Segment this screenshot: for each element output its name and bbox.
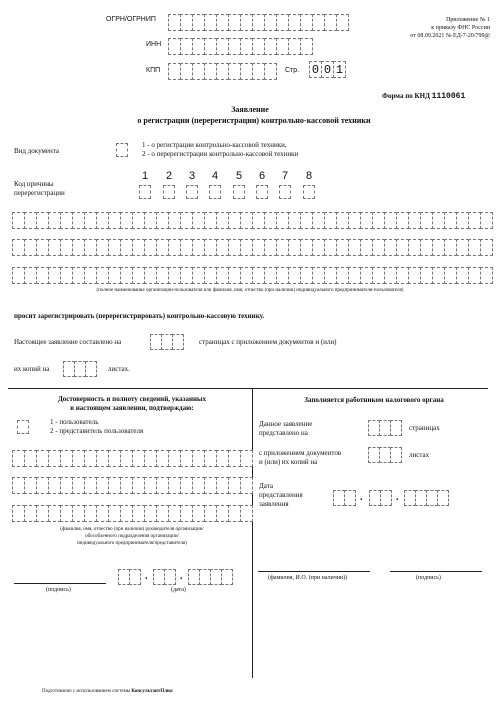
footer-brand: КонсультантПлюс: [131, 689, 174, 694]
reason-digit: 5: [236, 170, 243, 182]
sheets-suffix: листах: [409, 451, 430, 459]
signer-caption-line: индивидуального предпринимателя/представителя): [77, 541, 187, 546]
signer-type-input[interactable]: [17, 420, 29, 434]
pages-cells[interactable]: [150, 334, 183, 350]
reason-box[interactable]: [139, 185, 151, 199]
footer-prefix: Подготовлено с использованием системы: [42, 689, 132, 694]
signer-caption-line: обособленного подразделения организации/: [85, 534, 179, 539]
signer-caption-line: (фамилия, имя, отчество (при наличии) руководителя организации/: [60, 527, 204, 532]
request-text: просит зарегистрировать (перерегистрировать) контрольно-кассовую технику.: [14, 312, 265, 320]
submit-date-line: Дата: [259, 482, 273, 490]
attach-sheets-cells[interactable]: [368, 447, 401, 463]
inn-label: ИНН: [146, 41, 162, 48]
submit-date-line: заявления: [259, 500, 289, 508]
submit-date-day[interactable]: [333, 490, 355, 506]
left-date-day[interactable]: [118, 569, 140, 585]
input-cell[interactable]: [480, 267, 493, 284]
submit-date-month[interactable]: [369, 490, 391, 506]
input-cell[interactable]: [240, 505, 253, 522]
page-digit: 0: [309, 61, 322, 78]
copies-cells[interactable]: [63, 361, 96, 377]
reason-digit: 3: [189, 170, 196, 182]
left-title-line: в настоящем заявлении, подтверждаю:: [70, 404, 194, 412]
pages-text-b: страницах с приложением документов и (или): [199, 338, 337, 346]
inn-cells[interactable]: [168, 38, 312, 55]
reason-digit: 7: [282, 170, 289, 182]
date-cell[interactable]: [164, 569, 176, 585]
reason-box[interactable]: [233, 185, 245, 199]
submit-date-label: [259, 482, 303, 509]
officer-sign-line: [390, 571, 482, 572]
reason-label-line: Код причины: [14, 180, 54, 188]
input-cell[interactable]: [336, 14, 349, 31]
reason-box[interactable]: [256, 185, 268, 199]
signer-name-row-3[interactable]: [12, 505, 252, 522]
copies-text-a: их копий на: [14, 365, 50, 373]
appendix-line: от 08.09.2021 № ЕД-7-20/799@: [410, 33, 490, 39]
doc-type-option: 2 - о перерегистрации контрольно-кассовой техники: [142, 150, 299, 158]
form-code-line: [382, 92, 465, 101]
right-block-title: Заполняется работником налогового органа: [304, 396, 444, 404]
date-cell[interactable]: [221, 569, 233, 585]
pages-text-a: Настоящее заявление составлено на: [14, 338, 122, 346]
input-cell[interactable]: [264, 63, 277, 80]
left-block-title: [14, 395, 250, 413]
reason-box[interactable]: [279, 185, 291, 199]
org-name-row-1[interactable]: [12, 212, 492, 229]
reason-digit: 6: [259, 170, 266, 182]
title-line2: о регистрации (перерегистрации) контрольно-кассовой техники: [137, 116, 371, 125]
reason-box[interactable]: [303, 185, 315, 199]
page-digit: 0: [321, 61, 334, 78]
submitted-label: [259, 420, 312, 438]
reason-box[interactable]: [163, 185, 175, 199]
input-cell[interactable]: [480, 239, 493, 256]
page-digit: 1: [333, 61, 346, 78]
reason-label-line: перерегистрации: [14, 189, 65, 197]
reason-digit: 1: [142, 170, 149, 182]
attach-label: [259, 449, 341, 467]
footer-note: [42, 689, 173, 694]
signer-options: [50, 418, 143, 436]
left-title-line: Достоверность и полноту сведений, указанных: [57, 395, 206, 403]
date-dot: .: [180, 571, 183, 582]
reason-digit: 2: [166, 170, 173, 182]
pages-suffix: страницах: [409, 424, 440, 432]
title-line1: Заявление: [231, 105, 269, 114]
org-name-caption: (полное наименование организации-пользователя или фамилия, имя, отчество (при наличии) индивидуального предпринимателя-пользователя): [96, 288, 404, 293]
officer-sign-label: (подпись): [416, 575, 441, 581]
date-cell[interactable]: [437, 490, 449, 506]
submitted-line: представлено на: [259, 429, 308, 437]
appendix-note: [380, 16, 490, 40]
signer-name-row-2[interactable]: [12, 477, 252, 494]
signer-name-row-1[interactable]: [12, 450, 252, 467]
copies-cell[interactable]: [85, 361, 97, 377]
submitted-line: Данное заявление: [259, 420, 313, 428]
barcode-marker: [18, 12, 28, 22]
attach-line: с приложением документов: [259, 449, 342, 457]
date-cell[interactable]: [129, 569, 141, 585]
form-label: Форма по КНД: [382, 92, 430, 100]
ogrn-cells[interactable]: [168, 14, 348, 31]
kpp-cells[interactable]: [168, 63, 276, 80]
copies-text-b: листах.: [108, 365, 130, 373]
pages-cell[interactable]: [172, 334, 184, 350]
submit-date-line: представления: [259, 491, 303, 499]
reason-digit: 8: [306, 170, 313, 182]
date-cell[interactable]: [344, 490, 356, 506]
appendix-line: к приказу ФНС России: [431, 25, 490, 31]
date-dot: .: [396, 492, 399, 503]
left-date-year[interactable]: [188, 569, 232, 585]
date-dot: .: [145, 571, 148, 582]
submit-date-year[interactable]: [404, 490, 448, 506]
input-cell[interactable]: [240, 477, 253, 494]
org-name-row-2[interactable]: [12, 239, 492, 256]
input-cell[interactable]: [240, 450, 253, 467]
officer-name-line: [258, 571, 370, 572]
page-title: [0, 104, 500, 126]
left-date-month[interactable]: [153, 569, 175, 585]
signer-option: 2 - представитель пользователя: [50, 427, 144, 435]
page-label: Стр.: [285, 67, 300, 74]
doc-type-option: 1 - о регистрации контрольно-кассовой техники,: [142, 141, 287, 149]
doc-type-label: Вид документа: [14, 147, 60, 155]
date-dot: .: [360, 492, 363, 503]
signature-line: [14, 583, 106, 584]
doc-type-options: [142, 141, 298, 159]
column-divider: [252, 388, 253, 678]
org-name-row-3[interactable]: [12, 267, 492, 284]
page-number-cells: [309, 61, 345, 78]
officer-name-label: (фамилия, И.О. (при наличии)): [268, 575, 348, 581]
input-cell[interactable]: [300, 38, 313, 55]
section-divider: [8, 388, 488, 389]
date-cell[interactable]: [380, 490, 392, 506]
doc-type-input[interactable]: [116, 143, 128, 157]
attach-cell[interactable]: [390, 447, 402, 463]
ogrn-label: ОГРН/ОГРНИП: [106, 16, 156, 23]
appendix-line: Приложение № 1: [446, 17, 490, 23]
signature-label: (подпись): [46, 587, 71, 593]
input-cell[interactable]: [480, 212, 493, 229]
reason-box[interactable]: [209, 185, 221, 199]
kpp-label: КПП: [146, 67, 161, 74]
reason-digit: 4: [212, 170, 219, 182]
submitted-cell[interactable]: [390, 420, 402, 436]
date-label: (дата): [171, 587, 186, 593]
form-code: 1110061: [431, 92, 466, 101]
submitted-pages-cells[interactable]: [368, 420, 401, 436]
signer-option: 1 - пользователь: [50, 418, 99, 426]
reason-box[interactable]: [186, 185, 198, 199]
reason-label: [14, 180, 65, 198]
attach-line: и (или) их копий на: [259, 458, 318, 466]
signer-caption: [14, 526, 250, 547]
